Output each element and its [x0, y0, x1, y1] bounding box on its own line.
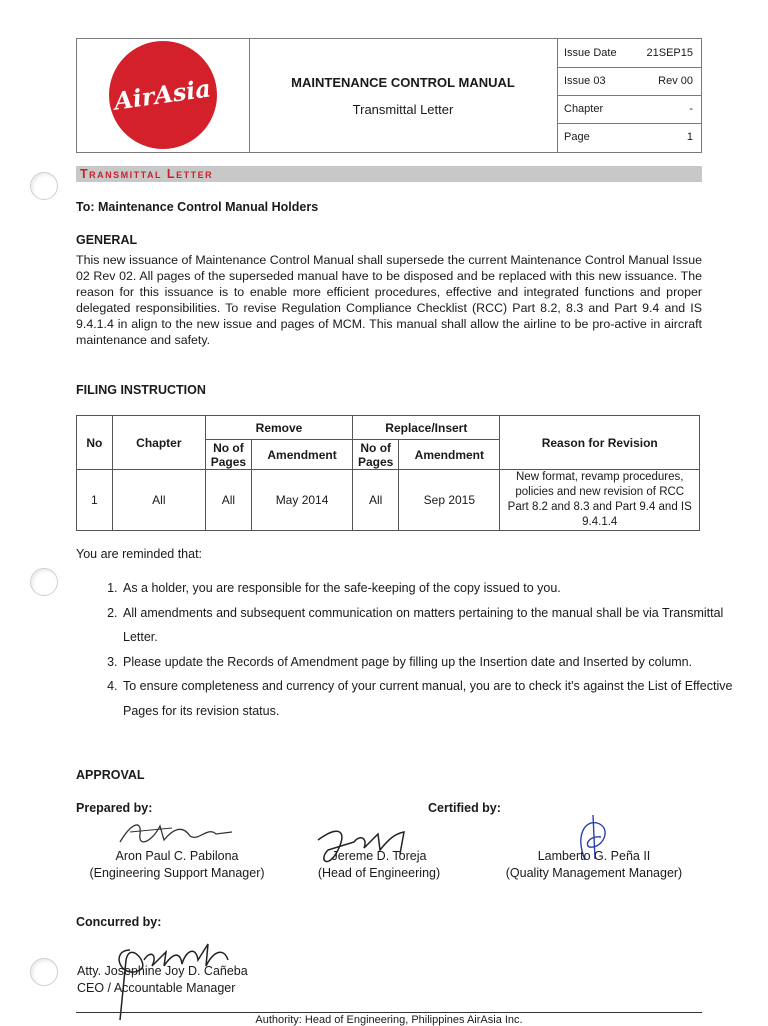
general-heading: GENERAL [76, 233, 138, 247]
filing-table [76, 415, 700, 531]
footer-authority: Authority: Head of Engineering, Philippines AirAsia Inc. [255, 1014, 523, 1026]
cell-no: 1 [77, 470, 113, 531]
cell-remove-amendment: May 2014 [251, 470, 352, 531]
section-heading-bar [76, 166, 702, 182]
col-replace-amendment: Amendment [399, 440, 500, 470]
document-header [76, 38, 702, 153]
col-replace: Replace/Insert [353, 416, 500, 440]
cell-chapter: All [112, 470, 205, 531]
logo-cell [77, 39, 250, 152]
meta-page: Page 1 [564, 131, 693, 143]
meta-issue: Issue 03 Rev 00 [557, 67, 701, 96]
manual-title: MAINTENANCE CONTROL MANUAL [291, 75, 515, 90]
prepared-label: Prepared by: [76, 801, 153, 815]
meta-cell [557, 39, 701, 152]
list-item: 3. Please update the Records of Amendment page by filling up the Insertion date and Inserted by column. [121, 650, 747, 675]
footer-divider [76, 1012, 702, 1013]
concurred-label: Concurred by: [76, 915, 162, 929]
reminder-list [76, 576, 747, 723]
signatory-name: Lamberto G. Peña II [537, 849, 651, 863]
signatory-certified-2 [488, 848, 700, 882]
signatory-title: (Engineering Support Manager) [89, 866, 265, 880]
section-heading: Transmittal Letter [80, 167, 214, 181]
reminder-intro: You are reminded that: [76, 547, 203, 561]
to-line: To: Maintenance Control Manual Holders [76, 200, 319, 214]
binder-hole-top [30, 172, 58, 200]
col-replace-pages: No of Pages [353, 440, 399, 470]
title-cell [249, 39, 558, 152]
signatory-name: Aron Paul C. Pabilona [115, 849, 239, 863]
signatory-concurred [77, 963, 248, 997]
meta-issue-date: Issue Date 21SEP15 [557, 39, 701, 68]
general-paragraph: This new issuance of Maintenance Control Manual shall supersede the current Maintenance Control Manual Issue 02 Rev 02. All pages of the superseded manual have to be disposed and be replaced with this new issuance. The reason for this issuance is to enable more efficient procedures, effective and integrated functions and proper delegated responsibilities. To revise Regulation Compliance Checklist (RCC) Part 8.2, 8.3 and Part 9.4 and IS 9.4.1.4 in align to the new issue and pages of MCM. This manual shall allow the airline to be pro-active in aircraft maintenance and safety. [76, 253, 702, 347]
logo-text: AirAsia [112, 73, 213, 116]
table-row [77, 470, 700, 531]
certified-label: Certified by: [428, 801, 501, 815]
signatory-title: (Head of Engineering) [317, 866, 441, 880]
signatory-name: Atty. Josephine Joy D. Cañeba [77, 964, 248, 978]
list-item: 2. All amendments and subsequent communication on matters pertaining to the manual shall be via Transmittal Letter. [121, 601, 747, 650]
col-remove: Remove [205, 416, 352, 440]
meta-chapter: Chapter - [557, 95, 701, 124]
approval-heading: APPROVAL [76, 768, 145, 782]
col-remove-pages: No of Pages [205, 440, 251, 470]
signatory-title: CEO / Accountable Manager [77, 981, 236, 995]
cell-reason: New format, revamp procedures, policies and new revision of RCC Part 8.2 and 8.3 and Part 9.4 and IS 9.4.1.4 [500, 470, 700, 531]
list-item: 1. As a holder, you are responsible for the safe-keeping of the copy issued to you. [121, 576, 747, 601]
signatory-name: Jereme D. Toreja [331, 849, 427, 863]
cell-replace-pages: All [353, 470, 399, 531]
signatory-title: (Quality Management Manager) [505, 866, 683, 880]
binder-hole-middle [30, 568, 58, 596]
signatory-prepared [72, 848, 282, 882]
binder-hole-bottom [30, 958, 58, 986]
col-chapter: Chapter [112, 416, 205, 470]
col-reason: Reason for Revision [500, 416, 700, 470]
cell-replace-amendment: Sep 2015 [399, 470, 500, 531]
airasia-logo [77, 39, 249, 152]
list-item: 4. To ensure completeness and currency of your current manual, you are to check it's against the List of Effective Pages for its revision status. [121, 674, 747, 723]
filing-heading: FILING INSTRUCTION [76, 383, 206, 397]
signature-pabilona [112, 812, 242, 852]
col-remove-amendment: Amendment [251, 440, 352, 470]
signatory-certified-1 [294, 848, 464, 882]
col-no: No [77, 416, 113, 470]
cell-remove-pages: All [205, 470, 251, 531]
manual-subtitle: Transmittal Letter [352, 102, 454, 117]
